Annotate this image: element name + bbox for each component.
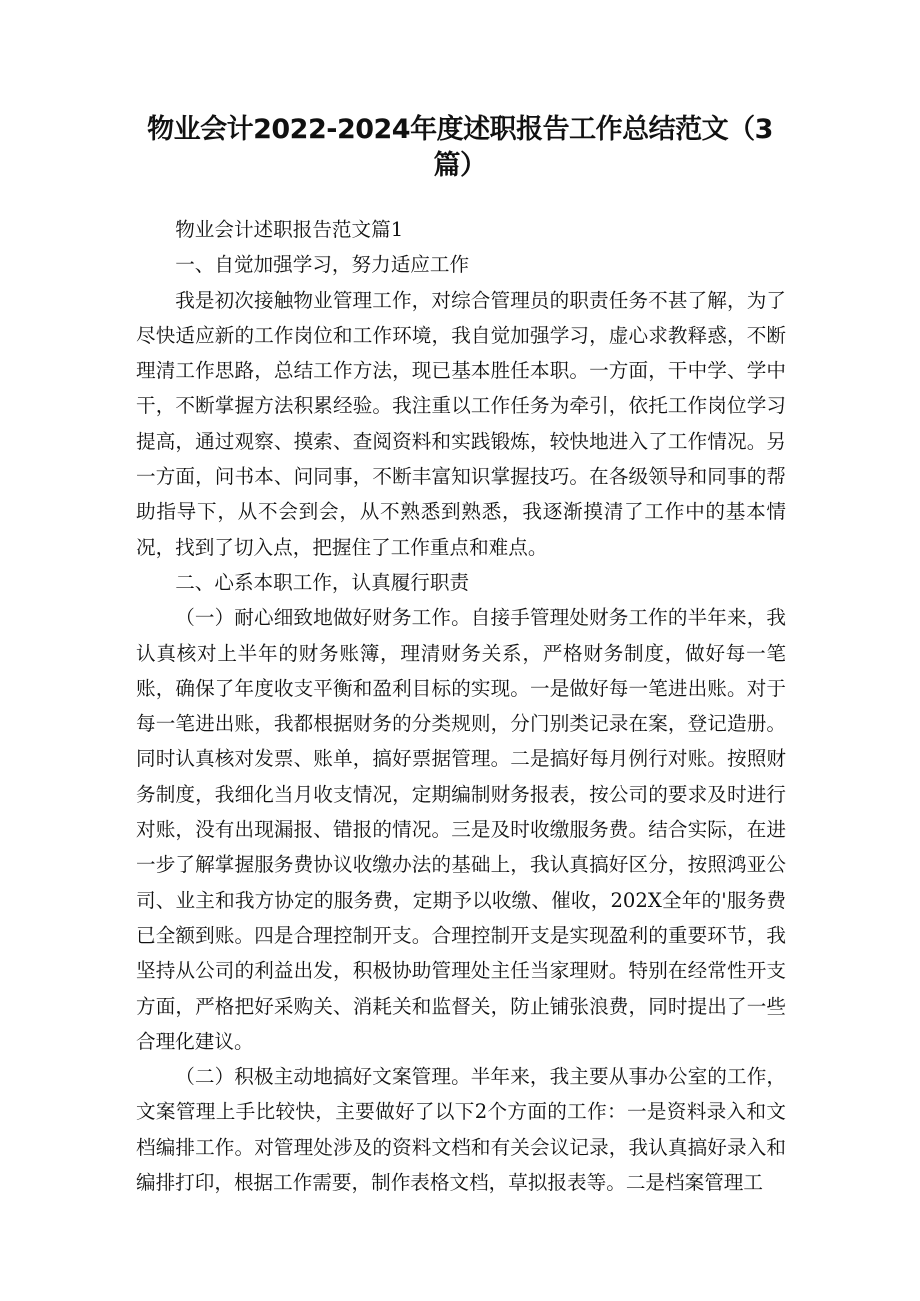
body-paragraph: 我是初次接触物业管理工作，对综合管理员的职责任务不甚了解，为了尽快适应新的工作岗位和工作环境，我自觉加强学习，虚心求教释惑，不断理清工作思路，总结工作方法，现已基本胜任本职。一方面，干中学、学中干，不断掌握方法积累经验。我注重以工作任务为牵引，依托工作岗位学习提高，通过观察、摸索、查阅资料和实践锻炼，较快地进入了工作情况。另一方面，问书本、问同事，不断丰富知识掌握技巧。在各级领导和同事的帮助指导下，从不会到会，从不熟悉到熟悉，我逐渐摸清了工作中的基本情况，找到了切入点，把握住了工作重点和难点。	[136, 288, 786, 559]
body-paragraph: （二）积极主动地搞好文案管理。半年来，我主要从事办公室的工作，文案管理上手比较快，主要做好了以下2个方面的工作：一是资料录入和文档编排工作。对管理处涉及的资料文档和有关会议记录，我认真搞好录入和编排打印，根据工作需要，制作表格文档，草拟报表等。二是档案管理工	[136, 1065, 786, 1195]
body-paragraph: （一）耐心细致地做好财务工作。自接手管理处财务工作的半年来，我认真核对上半年的财务账簿，理清财务关系，严格财务制度，做好每一笔账，确保了年度收支平衡和盈利目标的实现。一是做好每一笔进出账。对于每一笔进出账，我都根据财务的分类规则，分门别类记录在案，登记造册。同时认真核对发票、账单，搞好票据管理。二是搞好每月例行对账。按照财务制度，我细化当月收支情况，定期编制财务报表，按公司的要求及时进行对账，没有出现漏报、错报的情况。三是及时收缴服务费。结合实际，在进一步了解掌握服务费协议收缴办法的基础上，我认真搞好区分，按照鸿亚公司、业主和我方协定的服务费，定期予以收缴、催收，202X全年的'服务费已全额到账。四是合理控制开支。合理控制开支是实现盈利的重要环节，我坚持从公司的利益出发，积极协助管理处主任当家理财。特别在经常性开支方面，严格把好采购关、消耗关和监督关，防止铺张浪费，同时提出了一些合理化建议。	[136, 606, 786, 1053]
document-title: 物业会计2022-2024年度述职报告工作总结范文（3篇）	[147, 114, 773, 181]
subheading: 一、自觉加强学习，努力适应工作	[175, 253, 470, 277]
section-heading: 物业会计述职报告范文篇1	[175, 218, 404, 241]
subheading: 二、心系本职工作，认真履行职责	[175, 570, 470, 594]
document-body	[136, 212, 786, 1200]
